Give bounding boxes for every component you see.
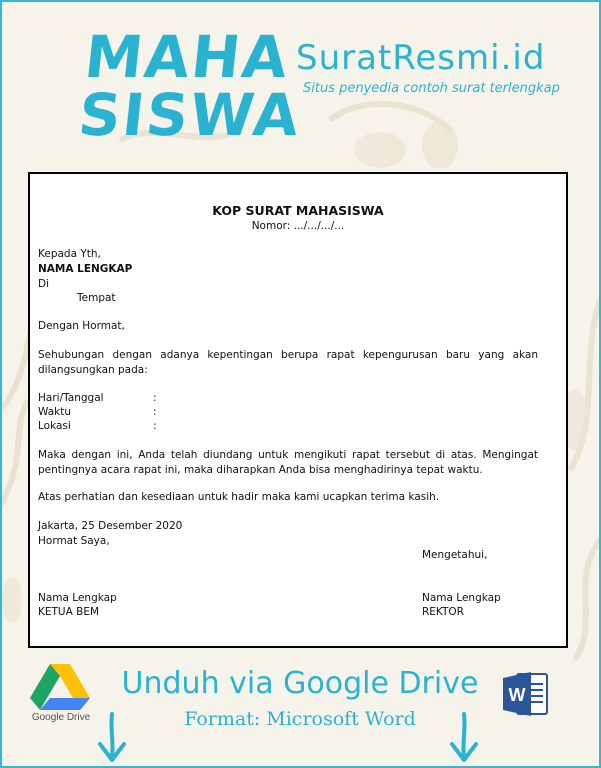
mahasiswa-logo xyxy=(75,23,304,149)
place-date: Jakarta, 25 Desember 2020 xyxy=(38,520,183,532)
google-drive-label: Google Drive xyxy=(31,712,91,723)
site-tagline: Situs penyedia contoh surat terlengkap xyxy=(303,81,560,96)
body-paragraph: Maka dengan ini, Anda telah diundang untuk mengikuti rapat tersebut di atas. Mengingat pentingnya acara rapat ini, maka diharapkan Anda bisa menghadirinya tepat waktu. xyxy=(38,449,538,476)
signer-left-name: Nama Lengkap xyxy=(38,592,117,604)
detail-label: Lokasi xyxy=(38,420,71,432)
logo-line-1: MAHA xyxy=(81,23,293,91)
detail-separator: : xyxy=(153,392,157,404)
salutation: Dengan Hormat, xyxy=(38,320,125,332)
recipient-name: NAMA LENGKAP xyxy=(38,263,133,275)
closing-paragraph: Atas perhatian dan kesediaan untuk hadir maka kami ucapkan terima kasih. xyxy=(38,491,440,503)
site-title: SuratResmi.id xyxy=(296,38,546,78)
google-drive-icon[interactable] xyxy=(30,664,90,710)
down-arrow-icon xyxy=(94,712,130,764)
microsoft-word-icon[interactable] xyxy=(503,670,549,718)
letter-document xyxy=(28,172,568,648)
signer-left-role: KETUA BEM xyxy=(38,606,100,618)
word-icon-letter: W xyxy=(508,685,526,705)
regards: Hormat Saya, xyxy=(38,535,110,547)
acknowledged: Mengetahui, xyxy=(422,549,488,561)
logo-line-2: SISWA xyxy=(75,81,304,149)
down-arrow-icon xyxy=(446,712,482,764)
detail-label: Hari/Tanggal xyxy=(38,392,104,404)
letter-title: KOP SURAT MAHASISWA xyxy=(212,203,384,218)
download-format: Format: Microsoft Word xyxy=(184,708,416,730)
detail-separator: : xyxy=(153,406,157,418)
letter-number: Nomor: .../.../.../... xyxy=(251,220,345,232)
download-heading[interactable]: Unduh via Google Drive xyxy=(121,666,479,701)
signer-right-role: REKTOR xyxy=(422,606,464,618)
signer-right-name: Nama Lengkap xyxy=(422,592,501,604)
recipient-kepada: Kepada Yth, xyxy=(38,248,101,260)
recipient-di: Di xyxy=(38,278,50,290)
detail-label: Waktu xyxy=(38,406,71,418)
intro-paragraph: Sehubungan dengan adanya kepentingan berupa rapat kepengurusan baru yang akan dilangsungkan pada: xyxy=(38,349,538,376)
recipient-tempat: Tempat xyxy=(77,292,116,304)
detail-separator: : xyxy=(153,420,157,432)
